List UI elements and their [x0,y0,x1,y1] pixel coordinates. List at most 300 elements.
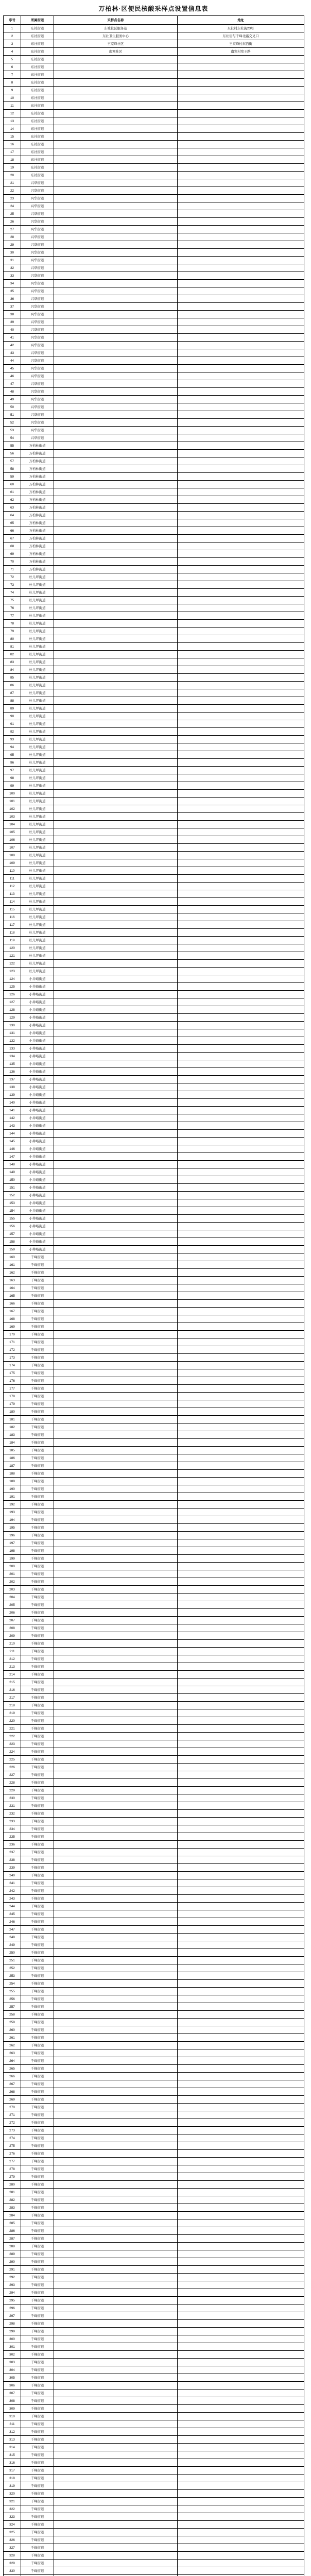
cell-site-name [54,2420,178,2428]
document-title: 万柏林·区便民核酸采样点设置信息表 [98,5,209,12]
cell-address [178,2312,304,2320]
cell-street: 千峰街道 [21,1292,54,1300]
cell-index: 312 [4,2428,21,2436]
cell-index: 32 [4,264,21,272]
cell-site-name [54,805,178,813]
table-row [4,1771,304,1779]
cell-index: 31 [4,257,21,264]
cell-site-name [54,450,178,457]
cell-site-name [54,2250,178,2258]
table-body [4,25,304,2576]
cell-street: 小井峪街道 [21,1215,54,1223]
cell-street: 千峰街道 [21,2003,54,2011]
table-row [4,2212,304,2219]
cell-index: 229 [4,1787,21,1794]
table-row [4,1949,304,1957]
table-row [4,2505,304,2513]
cell-street: 千峰街道 [21,1439,54,1447]
cell-site-name [54,1532,178,1539]
cell-site-name [54,2096,178,2104]
cell-street: 千峰街道 [21,1802,54,1810]
cell-address [178,2266,304,2274]
cell-site-name [54,2034,178,2042]
cell-site-name [54,2181,178,2189]
table-row [4,1439,304,1447]
cell-site-name [54,2219,178,2227]
table-row [4,1841,304,1849]
table-row [4,975,304,983]
cell-street: 千峰街道 [21,2165,54,2173]
cell-index: 105 [4,828,21,836]
cell-site-name [54,1632,178,1640]
table-row [4,550,304,558]
cell-address [178,836,304,844]
cell-street: 小井峪街道 [21,1130,54,1138]
cell-street: 杜儿坪街道 [21,913,54,921]
cell-site-name [54,1284,178,1292]
cell-address [178,589,304,597]
cell-street: 小井峪街道 [21,1168,54,1176]
table-row [4,2142,304,2150]
cell-address [178,774,304,782]
cell-street: 千峰街道 [21,2451,54,2459]
cell-street: 千峰街道 [21,2204,54,2212]
table-row [4,743,304,751]
cell-street: 千峰街道 [21,1563,54,1570]
table-row [4,1995,304,2003]
cell-index: 108 [4,852,21,859]
cell-street: 兴华街道 [21,233,54,241]
cell-street: 小井峪街道 [21,1006,54,1014]
cell-street: 东社街道 [21,32,54,40]
cell-street: 杜儿坪街道 [21,898,54,906]
cell-site-name [54,2351,178,2359]
table-row [4,1524,304,1532]
cell-index: 128 [4,1006,21,1014]
table-row [4,1624,304,1632]
cell-site-name [54,334,178,342]
cell-address [178,2467,304,2475]
cell-address [178,713,304,720]
table-row [4,1122,304,1130]
cell-index: 61 [4,488,21,496]
cell-street: 千峰街道 [21,1509,54,1516]
table-row [4,1926,304,1934]
cell-site-name [54,1995,178,2003]
cell-street: 千峰街道 [21,1771,54,1779]
cell-index: 95 [4,751,21,759]
cell-index: 7 [4,71,21,79]
cell-address [178,419,304,427]
table-row [4,342,304,349]
cell-address [178,117,304,125]
table-row [4,1709,304,1717]
cell-index: 208 [4,1624,21,1632]
cell-index: 284 [4,2212,21,2219]
cell-street: 小井峪街道 [21,1060,54,1068]
cell-street: 千峰街道 [21,1539,54,1547]
table-row [4,1756,304,1764]
cell-index: 291 [4,2266,21,2274]
cell-street: 千峰街道 [21,1617,54,1624]
cell-site-name [54,419,178,427]
cell-address [178,1679,304,1686]
cell-address [178,2158,304,2165]
cell-address [178,1988,304,1995]
cell-index: 169 [4,1323,21,1331]
cell-street: 杜儿坪街道 [21,852,54,859]
cell-site-name [54,1980,178,1988]
cell-street: 万柏林街道 [21,566,54,573]
cell-address [178,1771,304,1779]
cell-site-name [54,488,178,496]
table-row [4,929,304,937]
cell-site-name [54,2019,178,2026]
cell-address [178,519,304,527]
cell-site-name [54,1555,178,1563]
table-row [4,2359,304,2366]
cell-address [178,666,304,674]
cell-street: 杜儿坪街道 [21,597,54,604]
cell-street: 东社街道 [21,79,54,87]
cell-address [178,2219,304,2227]
cell-index: 324 [4,2521,21,2529]
table-row [4,411,304,419]
cell-address [178,2034,304,2042]
cell-address [178,2150,304,2158]
cell-site-name [54,411,178,419]
table-row [4,759,304,767]
cell-index: 326 [4,2536,21,2544]
table-row [4,1199,304,1207]
table-row [4,2444,304,2451]
cell-index: 192 [4,1501,21,1509]
cell-site-name [54,372,178,380]
cell-index: 117 [4,921,21,929]
cell-index: 80 [4,635,21,643]
cell-site-name [54,1423,178,1431]
cell-street: 东社街道 [21,148,54,156]
cell-street: 千峰街道 [21,1485,54,1493]
cell-street: 杜儿坪街道 [21,921,54,929]
cell-index: 211 [4,1648,21,1655]
cell-site-name [54,1470,178,1478]
cell-index: 247 [4,1926,21,1934]
table-row [4,658,304,666]
cell-index: 304 [4,2366,21,2374]
cell-address [178,1671,304,1679]
table-row [4,2065,304,2073]
cell-index: 46 [4,372,21,380]
cell-site-name [54,2359,178,2366]
cell-index: 282 [4,2196,21,2204]
cell-index: 55 [4,442,21,450]
cell-site-name [54,767,178,774]
cell-street: 小井峪街道 [21,1099,54,1107]
cell-site-name [54,2374,178,2382]
cell-site-name [54,1709,178,1717]
cell-address [178,1617,304,1624]
cell-site-name [54,1764,178,1771]
cell-address [178,295,304,303]
cell-site-name [54,512,178,519]
cell-site-name [54,705,178,713]
cell-address [178,1733,304,1740]
cell-street: 千峰街道 [21,2212,54,2219]
cell-index: 73 [4,581,21,589]
cell-street: 千峰街道 [21,2436,54,2444]
table-row [4,40,304,48]
cell-index: 3 [4,40,21,48]
cell-index: 20 [4,172,21,179]
cell-site-name [54,202,178,210]
table-row [4,1400,304,1408]
table-row [4,1648,304,1655]
cell-address [178,473,304,481]
cell-site-name [54,133,178,141]
cell-address [178,2165,304,2173]
table-row [4,2513,304,2521]
cell-address [178,1764,304,1771]
cell-address [178,883,304,890]
cell-street: 东社街道 [21,94,54,102]
table-row [4,2312,304,2320]
cell-site-name [54,944,178,952]
table-row [4,1988,304,1995]
cell-address [178,496,304,504]
cell-address [178,728,304,736]
table-row [4,558,304,566]
table-row [4,1393,304,1400]
cell-street: 千峰街道 [21,2127,54,2134]
cell-street: 千峰街道 [21,1362,54,1369]
cell-address [178,2560,304,2567]
cell-street: 千峰街道 [21,1655,54,1663]
cell-address: 南寒村寒王路 [178,48,304,56]
cell-street: 东社街道 [21,56,54,63]
cell-street: 万柏林街道 [21,543,54,550]
cell-index: 33 [4,272,21,280]
cell-site-name [54,2119,178,2127]
cell-index: 297 [4,2312,21,2320]
cell-street: 千峰街道 [21,1632,54,1640]
cell-index: 54 [4,434,21,442]
table-row [4,1045,304,1053]
cell-site-name [54,1972,178,1980]
cell-street: 千峰街道 [21,2536,54,2544]
cell-index: 191 [4,1493,21,1501]
cell-address [178,2359,304,2366]
cell-index: 25 [4,210,21,218]
cell-site-name [54,2297,178,2304]
cell-index: 322 [4,2505,21,2513]
table-row [4,1246,304,1253]
cell-street: 千峰街道 [21,1586,54,1594]
cell-address [178,1083,304,1091]
table-row [4,991,304,998]
table-row [4,187,304,195]
cell-site-name [54,2498,178,2505]
cell-index: 96 [4,759,21,767]
cell-index: 166 [4,1300,21,1308]
cell-address [178,2026,304,2034]
cell-street: 千峰街道 [21,2289,54,2297]
cell-index: 273 [4,2127,21,2134]
table-row [4,1764,304,1771]
cell-address [178,110,304,117]
table-row [4,1903,304,1910]
cell-address [178,1261,304,1269]
cell-address [178,1192,304,1199]
cell-street: 小井峪街道 [21,1145,54,1153]
cell-site-name [54,210,178,218]
cell-site-name [54,2451,178,2459]
cell-address [178,697,304,705]
cell-address [178,357,304,365]
table-row [4,396,304,403]
table-row [4,195,304,202]
cell-address [178,481,304,488]
cell-index: 233 [4,1818,21,1825]
cell-street: 小井峪街道 [21,1053,54,1060]
cell-street: 杜儿坪街道 [21,883,54,890]
cell-index: 183 [4,1431,21,1439]
table-row [4,573,304,581]
table-row [4,2281,304,2289]
cell-site-name [54,1733,178,1740]
cell-index: 159 [4,1246,21,1253]
cell-site-name [54,697,178,705]
cell-address [178,813,304,821]
table-row [4,1702,304,1709]
cell-street: 千峰街道 [21,1756,54,1764]
cell-index: 209 [4,1632,21,1640]
cell-index: 286 [4,2227,21,2235]
cell-address [178,2196,304,2204]
cell-site-name [54,349,178,357]
cell-index: 188 [4,1470,21,1478]
cell-street: 万柏林街道 [21,527,54,535]
table-row [4,287,304,295]
cell-index: 135 [4,1060,21,1068]
cell-site-name [54,1524,178,1532]
cell-street: 千峰街道 [21,1941,54,1949]
cell-index: 293 [4,2281,21,2289]
cell-index: 238 [4,1856,21,1864]
cell-address [178,2428,304,2436]
table-row [4,2219,304,2227]
cell-address [178,2328,304,2335]
cell-address [178,2304,304,2312]
cell-site-name [54,1184,178,1192]
cell-street: 千峰街道 [21,1269,54,1277]
cell-site-name [54,1300,178,1308]
cell-site-name [54,1277,178,1284]
cell-address [178,1107,304,1114]
cell-address [178,1199,304,1207]
cell-address [178,2552,304,2560]
cell-street: 千峰街道 [21,1825,54,1833]
cell-street: 杜儿坪街道 [21,906,54,913]
cell-address [178,1640,304,1648]
cell-street: 杜儿坪街道 [21,682,54,689]
cell-address [178,512,304,519]
sampling-points-table [3,15,304,2576]
table-row [4,2266,304,2274]
cell-address [178,844,304,852]
table-row [4,1130,304,1138]
cell-site-name [54,1029,178,1037]
cell-index: 194 [4,1516,21,1524]
cell-site-name [54,504,178,512]
cell-address [178,1501,304,1509]
cell-address [178,2235,304,2243]
cell-site-name [54,1161,178,1168]
table-row [4,2250,304,2258]
cell-street: 兴华街道 [21,411,54,419]
cell-street: 千峰街道 [21,1879,54,1887]
cell-site-name [54,365,178,372]
cell-street: 千峰街道 [21,2158,54,2165]
table-row [4,1099,304,1107]
cell-street: 东社街道 [21,48,54,56]
table-row [4,1748,304,1756]
header-row [4,16,304,25]
cell-index: 104 [4,821,21,828]
cell-address [178,1949,304,1957]
table-row [4,713,304,720]
table-row [4,1516,304,1524]
cell-street: 万柏林街道 [21,550,54,558]
cell-site-name: 南寒社区 [54,48,178,56]
cell-index: 132 [4,1037,21,1045]
cell-street: 千峰街道 [21,2328,54,2335]
cell-street: 千峰街道 [21,1980,54,1988]
cell-address [178,1849,304,1856]
cell-site-name [54,2382,178,2389]
cell-street: 千峰街道 [21,2467,54,2475]
cell-site-name [54,2335,178,2343]
cell-street: 杜儿坪街道 [21,643,54,651]
cell-street: 千峰街道 [21,1648,54,1655]
cell-address [178,890,304,898]
cell-index: 65 [4,519,21,527]
cell-street: 千峰街道 [21,2189,54,2196]
cell-street: 千峰街道 [21,1516,54,1524]
cell-address [178,2297,304,2304]
table-row [4,164,304,172]
table-row [4,1810,304,1818]
table-row [4,2374,304,2382]
cell-address [178,388,304,396]
cell-index: 2 [4,32,21,40]
cell-street: 兴华街道 [21,303,54,311]
cell-site-name [54,1887,178,1895]
cell-street: 兴华街道 [21,264,54,272]
cell-street: 千峰街道 [21,1323,54,1331]
cell-address [178,411,304,419]
cell-index: 223 [4,1740,21,1748]
cell-index: 210 [4,1640,21,1648]
table-row [4,798,304,805]
cell-street: 小井峪街道 [21,1122,54,1130]
cell-index: 226 [4,1764,21,1771]
cell-street: 小井峪街道 [21,998,54,1006]
cell-address [178,1145,304,1153]
cell-index: 244 [4,1903,21,1910]
table-row [4,2274,304,2281]
table-row [4,2428,304,2436]
